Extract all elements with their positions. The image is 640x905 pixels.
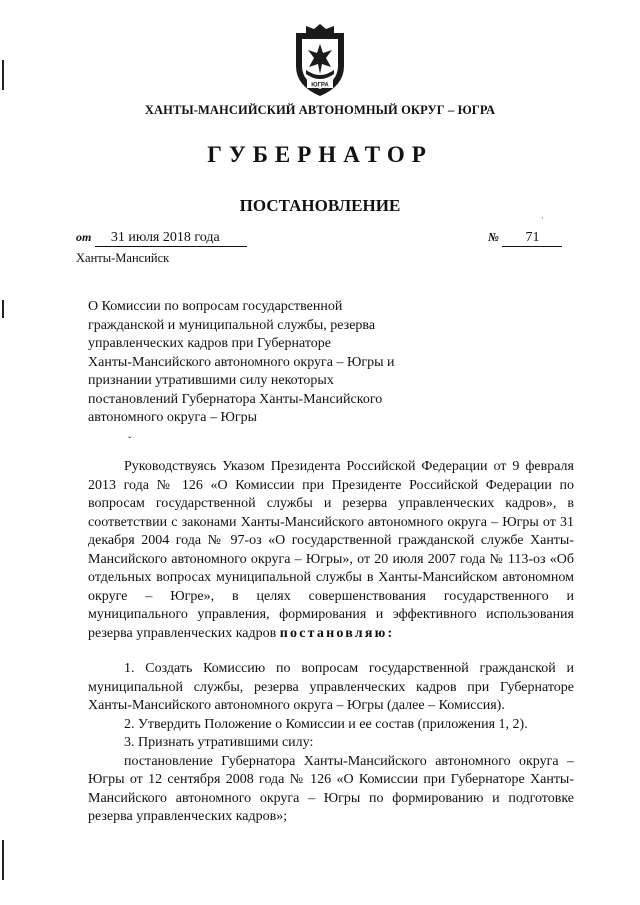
title-line: гражданской и муниципальной службы, резерва bbox=[88, 317, 376, 333]
resolution-item: 2. Утвердить Положение о Комиссии и ее состав (приложения 1, 2). bbox=[124, 716, 528, 732]
title-line: Ханты-Мансийского автономного округа – Югры и bbox=[88, 354, 395, 370]
title-line: автономного округа – Югры bbox=[88, 410, 257, 425]
left-margin-mark bbox=[2, 840, 4, 880]
coat-of-arms-icon bbox=[289, 20, 351, 100]
number-prefix: № bbox=[488, 230, 499, 244]
title-line: признании утратившими силу некоторых bbox=[88, 373, 334, 388]
date-prefix: от bbox=[76, 230, 92, 244]
resolution-item: 1. Создать Комиссию по вопросам государственной гражданской и муниципальной службы, резерва управленческих кадров при Губернаторе Ханты-Мансийского автономного округа – Югры (далее – Комиссия). bbox=[88, 661, 574, 713]
preamble-text: Руководствуясь Указом Президента Российской Федерации от 9 февраля 2013 года № 126 «О Комиссии при Президенте Российской Федерации по вопросам государственной службы и резерва управленческих кадров», в соответствии с законами Ханты-Мансийского автономного округа – Югры от 31 декабря 2004 года № 97-оз «О государственной гражданской службе Ханты-Мансийского автономного округа – Югры», от 20 июля 2007 года № 113-оз «Об отдельных вопросах муниципальной службы в Ханты-Мансийском автономном округе – Югре», в целях совершенствования государственного и муниципального управления, формирования и эффективного использования резерва управленческих кадров bbox=[88, 459, 574, 641]
tick-mark: ˇ bbox=[128, 436, 132, 447]
city-name: Ханты-Мансийск bbox=[76, 251, 170, 265]
resolve-word: постановляю: bbox=[279, 625, 395, 641]
region-name: ХАНТЫ-МАНСИЙСКИЙ АВТОНОМНЫЙ ОКРУГ – ЮГРА bbox=[144, 103, 496, 117]
resolution-item: 3. Признать утратившими силу: bbox=[124, 735, 314, 750]
left-margin-mark bbox=[2, 60, 4, 90]
document-date: 31 июля 2018 года bbox=[95, 230, 247, 247]
document-type: ПОСТАНОВЛЕНИЕ bbox=[239, 196, 401, 215]
preamble-paragraph bbox=[88, 458, 574, 643]
title-line: О Комиссии по вопросам государственной bbox=[88, 299, 343, 314]
date-line bbox=[76, 230, 247, 247]
authority-title: ГУБЕРНАТОР bbox=[207, 142, 433, 167]
resolution-item: постановление Губернатора Ханты-Мансийского автономного округа – Югры от 12 сентября 2008 года № 126 «О Комиссии при Губернаторе Ханты-Мансийского автономного округа – Югры по формированию и подготовке резерва управленческих кадров»; bbox=[88, 753, 574, 824]
dot-mark: · bbox=[541, 214, 544, 223]
number-line bbox=[488, 230, 562, 247]
title-line: постановлений Губернатора Ханты-Мансийского bbox=[88, 391, 383, 407]
resolutions bbox=[88, 660, 574, 827]
left-margin-mark bbox=[2, 300, 4, 318]
document-title bbox=[88, 298, 418, 428]
svg-text:ЮГРА: ЮГРА bbox=[311, 82, 329, 89]
title-line: управленческих кадров при Губернаторе bbox=[88, 336, 331, 351]
preamble bbox=[88, 458, 574, 643]
document-number: 71 bbox=[502, 230, 562, 247]
